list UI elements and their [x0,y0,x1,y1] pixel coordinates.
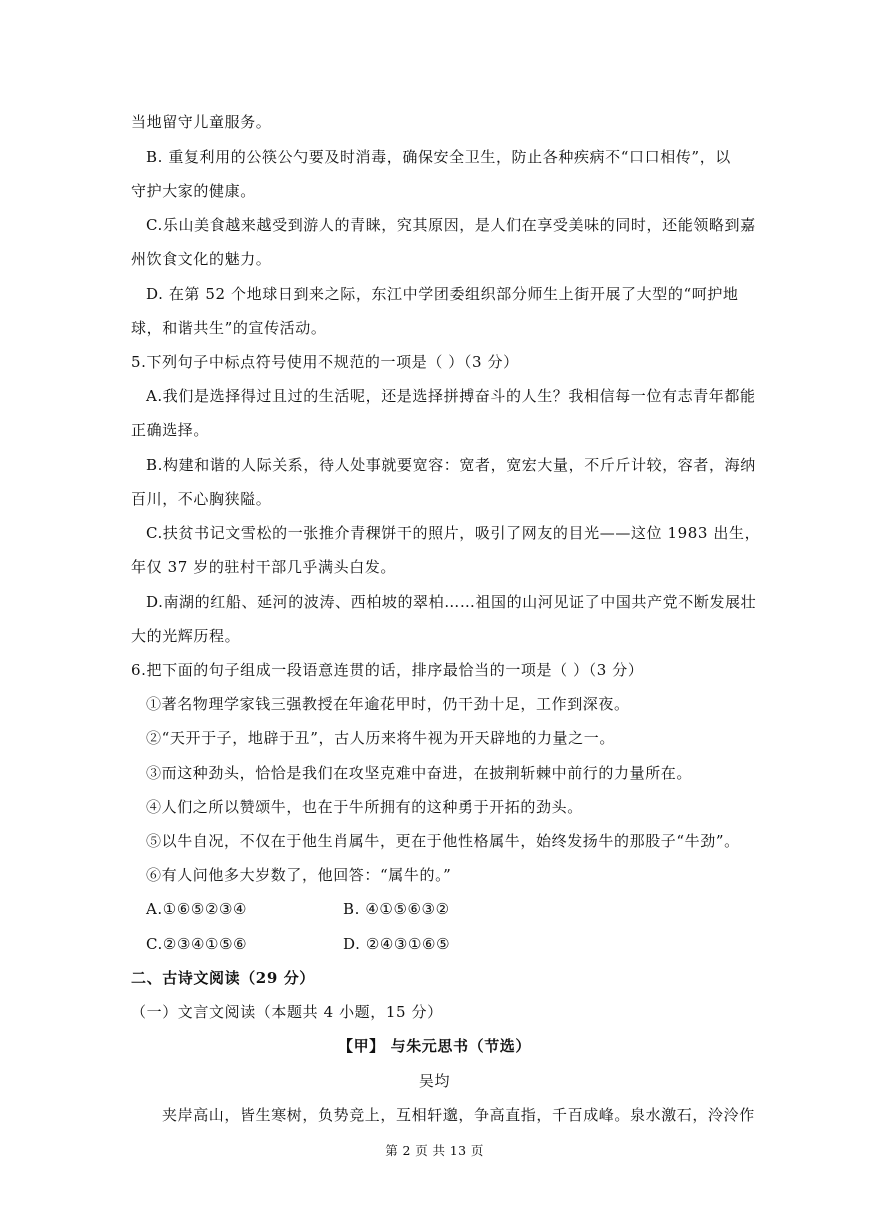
q4-option-d-continuation: 球，和谐共生”的宣传活动。 [131,319,327,337]
q4-option-c: C.乐山美食越来越受到游人的青睐，究其原因，是人们在享受美味的同时，还能领略到嘉 [146,216,756,234]
page-footer: 第 2 页 共 13 页 [385,1143,484,1158]
q6-option-b: B. ④①⑤⑥③② [343,900,450,918]
q4-option-c-continuation: 州饮食文化的魅力。 [131,250,272,268]
q6-sentence-5: ⑤以牛自况，不仅在于他生肖属牛，更在于他性格属牛，始终发扬牛的那股子“牛劲”。 [146,832,740,850]
q6-sentence-1: ①著名物理学家钱三强教授在年逾花甲时，仍干劲十足，工作到深夜。 [146,695,630,713]
q6-sentence-6: ⑥有人问他多大岁数了，他回答：“属牛的。” [146,866,452,884]
q4-option-b-continuation: 守护大家的健康。 [131,182,256,200]
q5-option-b: B.构建和谐的人际关系，待人处事就要宽容：宽者，宽宏大量，不斤斤计较，容者，海纳 [146,456,756,474]
q4-option-b: B. 重复利用的公筷公勺要及时消毒，确保安全卫生，防止各种疾病不“口口相传”，以 [146,148,731,166]
q5-option-b-continuation: 百川，不心胸狭隘。 [131,490,272,508]
passage-author: 吴均 [418,1072,451,1090]
q5-option-d-continuation: 大的光辉历程。 [131,627,241,645]
q5-option-c: C.扶贫书记文雪松的一张推介青稞饼干的照片，吸引了网友的目光——这位 1983 出生， [146,524,761,542]
q6-sentence-2: ②“天开于子，地辟于丑”，古人历来将牛视为开天辟地的力量之一。 [146,729,615,747]
q6-option-a: A.①⑥⑤②③④ [146,900,248,918]
question-5-stem: 5.下列句子中标点符号使用不规范的一项是（ ）（3 分） [131,353,519,371]
q4-option-a-continuation: 当地留守儿童服务。 [131,113,272,131]
section-2-heading: 二、古诗文阅读（29 分） [131,969,315,987]
subsection-1-heading: （一）文言文阅读（本题共 4 小题，15 分） [131,1003,443,1021]
q5-option-c-continuation: 年仅 37 岁的驻村干部几乎满头白发。 [131,558,397,576]
passage-title: 【甲】 与朱元思书（节选） [337,1037,532,1055]
q6-sentence-3: ③而这种劲头，恰恰是我们在攻坚克难中奋进，在披荆斩棘中前行的力量所在。 [146,764,693,782]
q5-option-a-continuation: 正确选择。 [131,421,210,439]
q6-option-c: C.②③④①⑤⑥ [146,935,248,953]
q6-sentence-4: ④人们之所以赞颂牛，也在于牛所拥有的这种勇于开拓的劲头。 [146,798,583,816]
q5-option-d: D.南湖的红船、延河的波涛、西柏坡的翠柏……祖国的山河见证了中国共产党不断发展壮 [146,593,757,611]
passage-line-1: 夹岸高山，皆生寒树，负势竞上，互相轩邈，争高直指，千百成峰。泉水激石，泠泠作 [162,1106,755,1124]
q6-option-d: D. ②④③①⑥⑤ [343,935,451,953]
q5-option-a: A.我们是选择得过且过的生活呢，还是选择拼搏奋斗的人生？我相信每一位有志青年都能 [146,387,756,405]
q4-option-d: D. 在第 52 个地球日到来之际，东江中学团委组织部分师生上街开展了大型的“呵护地 [146,285,739,303]
question-6-stem: 6.把下面的句子组成一段语意连贯的话，排序最恰当的一项是（ ）（3 分） [131,661,644,679]
